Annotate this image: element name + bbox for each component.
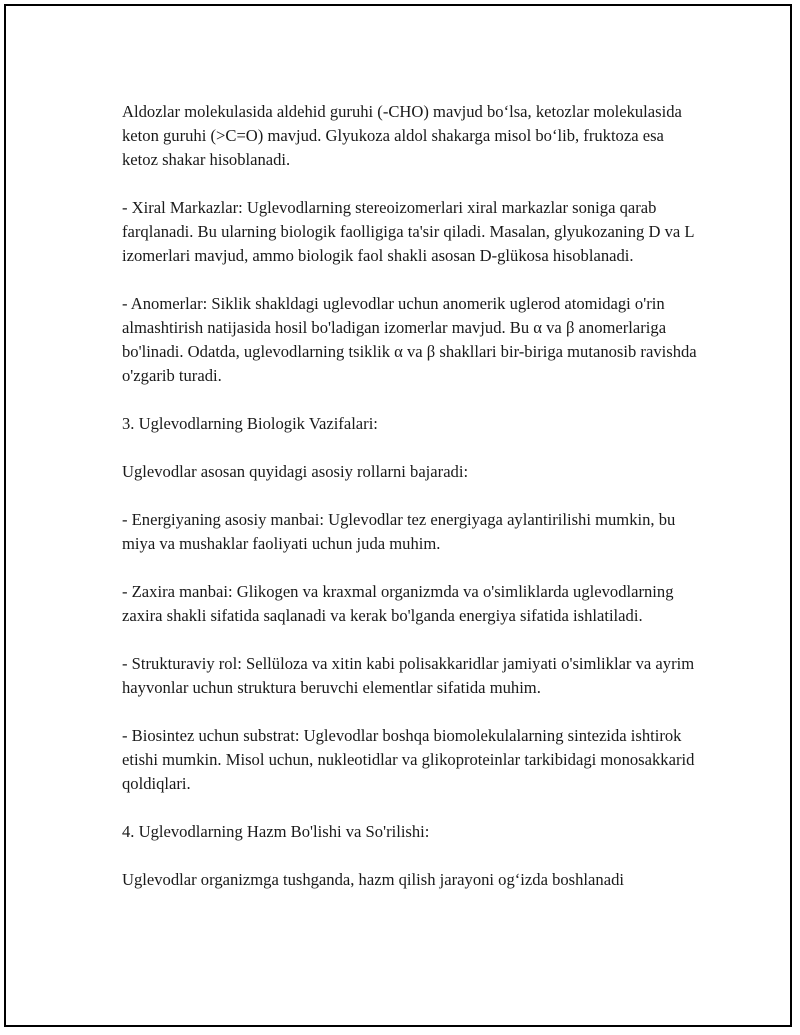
- document-body: [122, 100, 702, 892]
- paragraph-structural-role: - Strukturaviy rol: Sellüloza va xitin kabi polisakkaridlar jamiyati o'simliklar va ayrim hayvonlar uchun struktura beruvchi elementlar sifatida muhim.: [122, 654, 695, 697]
- paragraph-anomers: - Anomerlar: Siklik shakldagi uglevodlar uchun anomerik uglerod atomidagi o'rin almashtirish natijasida hosil bo'ladigan izomerlar mavjud. Bu α va β anomerlariga bo'linadi. Odatda, uglevodlarning tsiklik α va β shakllari bir-biriga mutanosib ravishda o'zgarib turadi.: [122, 294, 697, 385]
- paragraph-chiral-centers: - Xiral Markazlar: Uglevodlarning stereoizomerlari xiral markazlar soniga qarab farqlanadi. Bu ularning biologik faolligiga ta'sir qiladi. Masalan, glyukozaning D va L izomerlari mavjud, ammo biologik faol shakli asosan D-glükosa hisoblanadi.: [122, 198, 694, 265]
- paragraph-reserve-source: - Zaxira manbai: Glikogen va kraxmal organizmda va o'simliklarda uglevodlarning zaxira shakli sifatida saqlanadi va kerak bo'lganda energiya sifatida ishlatiladi.: [122, 582, 674, 625]
- paragraph-biosynthesis-substrate: - Biosintez uchun substrat: Uglevodlar boshqa biomolekulalarning sintezida ishtirok etishi mumkin. Misol uchun, nukleotidlar va glikoproteinlar tarkibidagi monosakkarid qoldiqlari.: [122, 726, 695, 793]
- section-heading-digestion: 4. Uglevodlarning Hazm Bo'lishi va So'rilishi:: [122, 822, 430, 841]
- paragraph-digestion-start: Uglevodlar organizmga tushganda, hazm qilish jarayoni og‘izda boshlanadi: [122, 870, 624, 889]
- paragraph-functions-intro: Uglevodlar asosan quyidagi asosiy rollarni bajaradi:: [122, 462, 469, 481]
- paragraph-energy-source: - Energiyaning asosiy manbai: Uglevodlar tez energiyaga aylantirilishi mumkin, bu miya va mushaklar faoliyati uchun juda muhim.: [122, 510, 676, 553]
- paragraph-aldoz-ketoz: Aldozlar molekulasida aldehid guruhi (-CHO) mavjud bo‘lsa, ketozlar molekulasida keton guruhi (>C=O) mavjud. Glyukoza aldol shakarga misol bo‘lib, fruktoza esa ketoz shakar hisoblanadi.: [122, 102, 682, 169]
- section-heading-biological-functions: 3. Uglevodlarning Biologik Vazifalari:: [122, 414, 378, 433]
- page-frame: [4, 4, 792, 1027]
